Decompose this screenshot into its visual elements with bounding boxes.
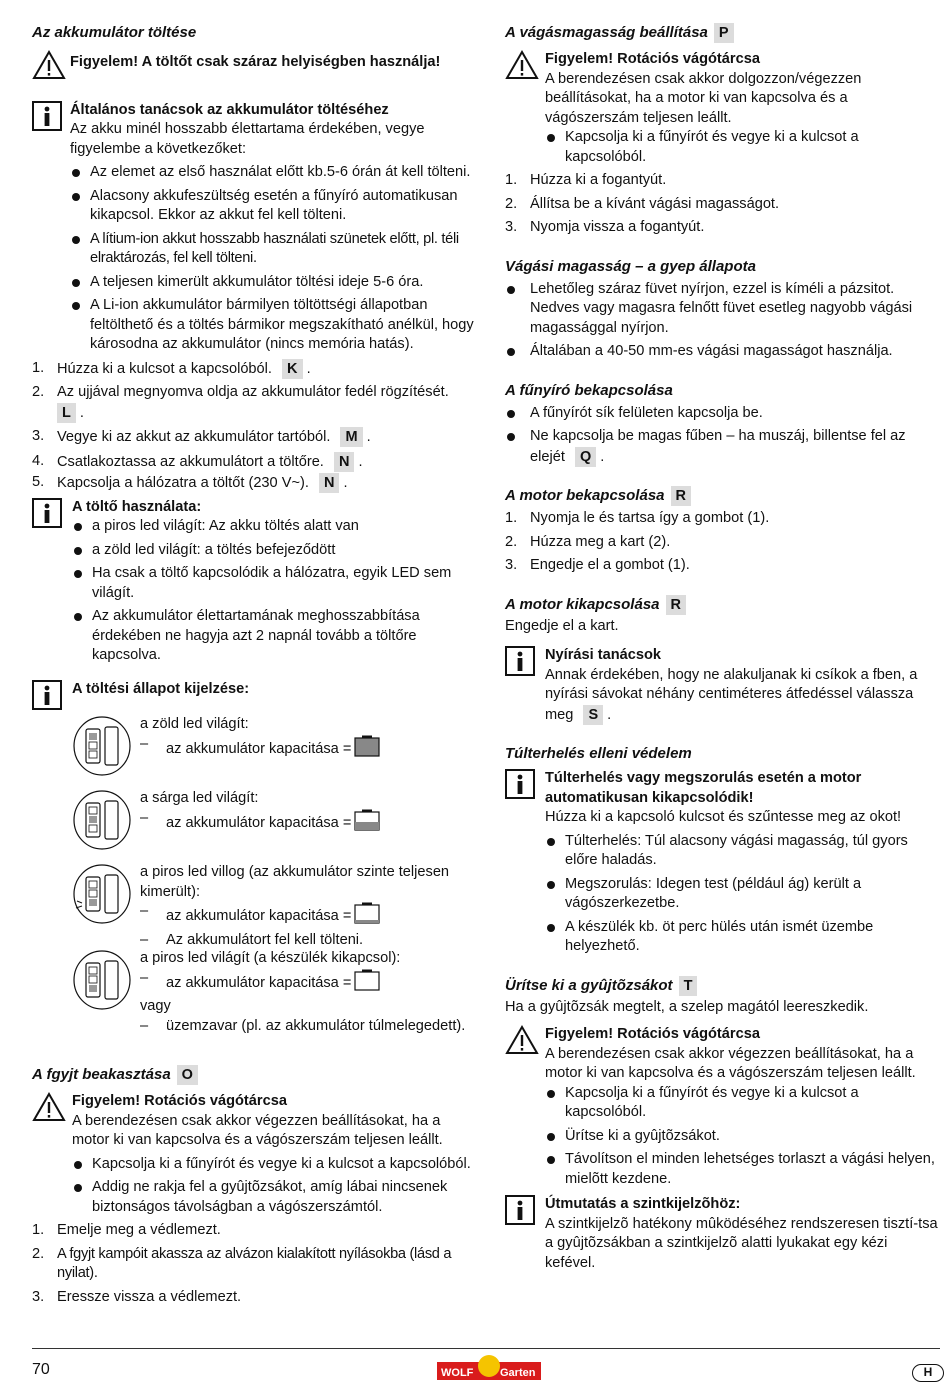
step-item: 2. A fgyjt kampóit akassza az alvázon kialakított nyílásokba (lásd a nyilat).: [32, 1245, 452, 1281]
step-item: 1. Emelje meg a védlemezt.: [32, 1222, 221, 1238]
list-item: Az elemet az első használat előtt kb.5-6 órán át kell tölteni.: [70, 163, 480, 183]
warning-icon: [505, 1025, 545, 1189]
left-column: [32, 22, 480, 1307]
list-item: Ürítse ki a gyûjtõzsákot.: [545, 1127, 941, 1147]
list-item: Távolítson el minden lehetséges torlaszt a vágási helyen, mielõtt kezdene.: [545, 1150, 941, 1189]
switchon-list: [505, 404, 941, 468]
figure-badge: L: [57, 403, 76, 423]
step-item: 3. Engedje el a gombot (1).: [505, 557, 690, 573]
charge-heading: Az akkumulátor töltése: [32, 24, 197, 42]
bag-warning: Figyelem! Rotációs vágótárcsa A berendezésen csak akkor végezzen beállításokat, ha a motor ki van kapcsolva és a vágószerszám teljesen leállt. Kapcsolja ki a fűnyírót és vegye ki a kulcsot a kapcsolóból. Addig ne rakja fel a gyûjtõzsákot, amíg lábai nincsenek biztonságos távolságban a vágószerszámtól.: [32, 1092, 480, 1217]
list-item: a piros led világít: Az akku töltés alatt van: [72, 517, 480, 537]
language-badge: H: [912, 1364, 944, 1382]
figure-badge: R: [666, 595, 686, 615]
list-item: Ne kapcsolja be magas fűben – ha muszáj, billentse fel az elejét Q .: [505, 427, 941, 467]
charge-warning: Figyelem! A töltőt csak száraz helyiségben használja!: [32, 50, 480, 87]
figure-badge: P: [714, 23, 734, 43]
overload-note: Túlterhelés vagy megszorulás esetén a motor automatikusan kikapcsolódik! Húzza ki a kapcsoló kulcsot és szűntesse meg az okot! Túlterhelés: Túl alacsony vágási magasság, túl gyors előre haladás. Megszorulás: Idegen test (például ág) került a vágószerkezetbe. A készülék kb. öt perc hülés után ismét üzembe helyezhető.: [505, 769, 941, 957]
figure-badge: O: [177, 1065, 198, 1085]
list-item: A teljesen kimerült akkumulátor töltési ideje 5-6 óra.: [70, 273, 480, 293]
battery-full-icon: [354, 735, 380, 764]
figure-badge: N: [334, 452, 354, 472]
charger-led-icon: [72, 715, 140, 779]
page-number: 70: [32, 1361, 50, 1378]
charger-usage: A töltő használata: a piros led világít: Az akku töltés alatt van a zöld led világít: a töltés befejeződött Ha csak a töltő kapcsolódik a hálózatra, egyik LED sem világít. Az akkumulátor élettartamának meghosszabbítása érdekében ne hagyja azt 2 napnál tovább a töltőre kapcsolva.: [32, 498, 480, 666]
empty-warning: Figyelem! Rotációs vágótárcsa A berendezésen csak akkor végezzen beállításokat, ha a motor ki van kapcsolva és a vágószerszám teljesen leállt. Kapcsolja ki a fűnyírót és vegye ki a kulcsot a kapcsolóból. Ürítse ki a gyûjtõzsákot. Távolítson el minden lehetséges torlaszt a vágási helyen, mielõtt kezdene.: [505, 1025, 941, 1189]
lawn-heading: Vágási magasság – a gyep állapota: [505, 257, 756, 275]
status-item: a zöld led világít: – az akkumulátor kapacitása =: [32, 715, 480, 789]
step-item: 3. Vegye ki az akkut az akkumulátor tartóból. M .: [32, 428, 371, 445]
status-list: [32, 715, 480, 1036]
right-column: A vágásmagasság beállítása P Figyelem! Rotációs vágótárcsa A berendezésen csak akkor dolgozzon/végezzen beállításokat, ha a motor ki van kapcsolva és a vágószerszám teljesen leállt. Kapcsolja ki a fűnyírót és vegye ki a kulcsot a kapcsolóból. 1. Húzza ki a fogantyút. 2. Állítsa be a kívánt vágási magasságot. 3. Nyomja vissza a fogantyút. Vágási magasság – a gyep állapota Lehetőleg száraz füvet nyírjon, ezzel is kíméli a pázsitot. Nedves vagy magasra felnőtt füvet esetleg nagyobb vágási magassággal nyírjon. Általában a 40-50 mm-es vágási magasságot használja. A fűnyíró bekapcsolása A fűnyírót sík felületen kapcsolja be. Ne kapcsolja be magas fűben – ha muszáj, billentse fel az elejét Q . A motor bekapcsolása R 1. Nyomja le és tartsa így a gombot (1). 2. Húzza meg a kart (2). 3. Engedje el a gombot (1). A motor kikapcsolása R Engedje el a kart. Nyírási tanácsok Annak érdekében, hogy ne alakuljanak ki csíkok a fben, a nyírási sávokat néhány centiméteres átfedéssel válassza meg S . Túlterhelés elleni védelem Túlterhelés vagy megszorulás esetén a motor automatikusan kikapcsolódik! Húzza ki a kapcsoló kulcsot és szűntesse meg az okot! Túlterhelés: Túl alacsony vágási magasság, túl gyors előre haladás. Megszorulás: Idegen test (például ág) került a vágószerkezetbe. A készülék kb. öt perc hülés után ismét üzembe helyezhető. Ürítse ki a gyûjtõzsákot T Ha a gyûjtõzsák megtelt, a szelep magától leereszkedik. Figyelem! Rotációs vágótárcsa A berendezésen csak akkor végezzen beállításokat, ha a motor ki van kapcsolva és a vágószerszám teljesen leállt. Kapcsolja ki a fűnyírót és vegye ki a kulcsot a kapcsolóból. Ürítse ki a gyûjtõzsákot. Távolítson el minden lehetséges torlaszt a vágási helyen, mielõtt kezdene. Útmutatás a szintkijelzõhöz: A szintkijelzõ hatékony mûködéséhez rendszeresen tisztí-tsa a gyûjtõzsákban a szintkijelzõ alatti lyukakat egy kézi kefével.: [505, 22, 941, 1273]
status-item: a sárga led világít: – az akkumulátor kapacitása =: [32, 789, 480, 863]
list-item: Általában a 40-50 mm-es vágási magasságot használja.: [505, 342, 941, 362]
footer-divider: [32, 1348, 940, 1349]
figure-badge: R: [671, 486, 691, 506]
charger-led-blink-icon: [72, 863, 140, 927]
info-icon: [32, 101, 70, 355]
list-item: Kapcsolja ki a fűnyírót és vegye ki a kulcsot a kapcsolóból.: [545, 128, 941, 167]
charger-led-icon: [72, 949, 140, 1013]
motoroff-heading: A motor kikapcsolása R: [505, 594, 941, 616]
height-steps: [505, 171, 941, 238]
switchon-heading: A fűnyíró bekapcsolása: [505, 381, 673, 399]
list-item: A fűnyírót sík felületen kapcsolja be.: [505, 404, 941, 424]
figure-badge: M: [340, 427, 362, 447]
list-item: a zöld led világít: a töltés befejeződött: [72, 541, 480, 561]
charge-steps: [32, 359, 480, 494]
list-item: Kapcsolja ki a fűnyírót és vegye ki a kulcsot a kapcsolóból.: [545, 1084, 941, 1123]
step-item: 4. Csatlakoztassa az akkumulátort a töltőre. N .: [32, 452, 363, 470]
list-item: Az akkumulátor élettartamának meghosszabbítása érdekében ne hagyja azt 2 napnál tovább a töltőre kapcsolva.: [72, 607, 480, 666]
info-icon: [32, 680, 72, 717]
step-item: 3. Eressze vissza a védlemezt.: [32, 1288, 242, 1305]
figure-badge: Q: [575, 447, 596, 467]
list-item: Kapcsolja ki a fűnyírót és vegye ki a kulcsot a kapcsolóból.: [72, 1155, 480, 1175]
charge-tips: Általános tanácsok az akkumulátor töltéséhez Az akku minél hosszabb élettartama érdekében, vegye figyelembe a következőket: Az elemet az első használat előtt kb.5-6 órán át kell tölteni. Alacsony akkufeszültség esetén a fűnyíró automatikusan kikapcsol. Ekkor az akkut fel kell tölteni. A lítium-ion akkut hosszabb használati szünetek előtt, pl. téli elraktározás, fel kell tölteni. A teljesen kimerült akkumulátor töltési ideje 5-6 óra. A Li-ion akkumulátor bármilyen töltöttségi állapotban feltölthető és a töltés bármikor megszakítható anélkül, hogy károsodna az akkumulátor (nincs memória hatás).: [32, 101, 480, 355]
info-icon: [32, 498, 72, 666]
battery-empty-icon: [354, 902, 380, 931]
list-item: A lítium-ion akkut hosszabb használati szünetek előtt, pl. téli elraktározás, fel kell tölteni.: [70, 230, 480, 269]
overload-heading: Túlterhelés elleni védelem: [505, 745, 692, 763]
figure-badge: S: [583, 705, 603, 725]
step-item: 2. Az ujjával megnyomva oldja az akkumulátor fedél rögzítését. L .: [32, 384, 449, 421]
step-item: 1. Húzza ki a kulcsot a kapcsolóból. K .: [32, 359, 311, 377]
list-item: Lehetőleg száraz füvet nyírjon, ezzel is kíméli a pázsitot. Nedves vagy magasra felnőtt füvet esetleg nagyobb vágási magassággal nyírjon.: [505, 280, 941, 339]
figure-badge: N: [319, 473, 339, 493]
wolf-garten-logo: [437, 1354, 541, 1384]
charger-led-icon: [72, 789, 140, 853]
info-icon: [505, 769, 545, 957]
status-item: a piros led világít (a készülék kikapcsol): – az akkumulátor kapacitása = vagy – üzemzavar (pl. az akkumulátor túlmelegedett).: [32, 949, 480, 1036]
figure-badge: T: [679, 976, 698, 996]
battery-empty-icon: [354, 969, 380, 998]
list-item: A készülék kb. öt perc hülés után ismét üzembe helyezhető.: [545, 918, 941, 957]
motoron-steps: [505, 509, 941, 576]
height-heading: A vágásmagasság beállítása P: [505, 22, 941, 44]
list-item: Ha csak a töltő kapcsolódik a hálózatra, egyik LED sem világít.: [72, 564, 480, 603]
step-item: 5. Kapcsolja a hálózatra a töltőt (230 V~). N .: [32, 474, 348, 491]
svg-text:WOLF: WOLF: [441, 1367, 474, 1379]
step-item: 1. Nyomja le és tartsa így a gombot (1).: [505, 510, 770, 526]
step-item: 3. Nyomja vissza a fogantyút.: [505, 219, 705, 235]
step-item: 1. Húzza ki a fogantyút.: [505, 172, 667, 188]
list-item: Alacsony akkufeszültség esetén a fűnyíró automatikusan kikapcsol. Ekkor az akkut fel kell tölteni.: [70, 187, 480, 226]
battery-half-icon: [354, 809, 380, 838]
charge-status: A töltési állapot kijelzése:: [32, 680, 480, 717]
mowing-tips: Nyírási tanácsok Annak érdekében, hogy ne alakuljanak ki csíkok a fben, a nyírási sávokat néhány centiméteres átfedéssel válassza meg S .: [505, 646, 941, 725]
lawn-list: [505, 280, 941, 362]
empty-heading: Ürítse ki a gyûjtõzsákot T: [505, 975, 941, 997]
bag-steps: [32, 1221, 480, 1307]
list-item: Túlterhelés: Túl alacsony vágási magasság, túl gyors előre haladás.: [545, 832, 941, 871]
svg-text:Garten: Garten: [500, 1367, 536, 1379]
warning-icon: [505, 50, 545, 167]
list-item: A Li-ion akkumulátor bármilyen töltöttségi állapotban feltölthető és a töltés bármikor megszakítható anélkül, hogy károsodna az akkumulátor (nincs memória hatás).: [70, 296, 480, 355]
list-item: Megszorulás: Idegen test (például ág) került a vágószerkezetbe.: [545, 875, 941, 914]
status-item: a piros led villog (az akkumulátor szinte teljesen kimerült): – az akkumulátor kapacitása = – Az akkumulátort fel kell tölteni.: [32, 863, 480, 949]
step-item: 2. Állítsa be a kívánt vágási magasságot.: [505, 195, 780, 212]
step-item: 2. Húzza meg a kart (2).: [505, 533, 671, 550]
height-warning: Figyelem! Rotációs vágótárcsa A berendezésen csak akkor dolgozzon/végezzen beállításokat, ha a motor ki van kapcsolva és a vágószerszám teljesen leállt. Kapcsolja ki a fűnyírót és vegye ki a kulcsot a kapcsolóból.: [505, 50, 941, 167]
bag-heading: A fgyjt beakasztása O: [32, 1064, 480, 1086]
motoron-heading: A motor bekapcsolása R: [505, 485, 941, 507]
figure-badge: K: [282, 359, 302, 379]
warning-icon: [32, 50, 70, 87]
info-icon: [505, 1195, 545, 1273]
level-indicator-tip: Útmutatás a szintkijelzõhöz: A szintkijelzõ hatékony mûködéséhez rendszeresen tisztí-tsa a gyûjtõzsákban a szintkijelzõ alatti lyukakat egy kézi kefével.: [505, 1195, 941, 1273]
list-item: Addig ne rakja fel a gyûjtõzsákot, amíg lábai nincsenek biztonságos távolságban a vágószerszámtól.: [72, 1178, 480, 1217]
info-icon: [505, 646, 545, 725]
warning-icon: [32, 1092, 72, 1217]
